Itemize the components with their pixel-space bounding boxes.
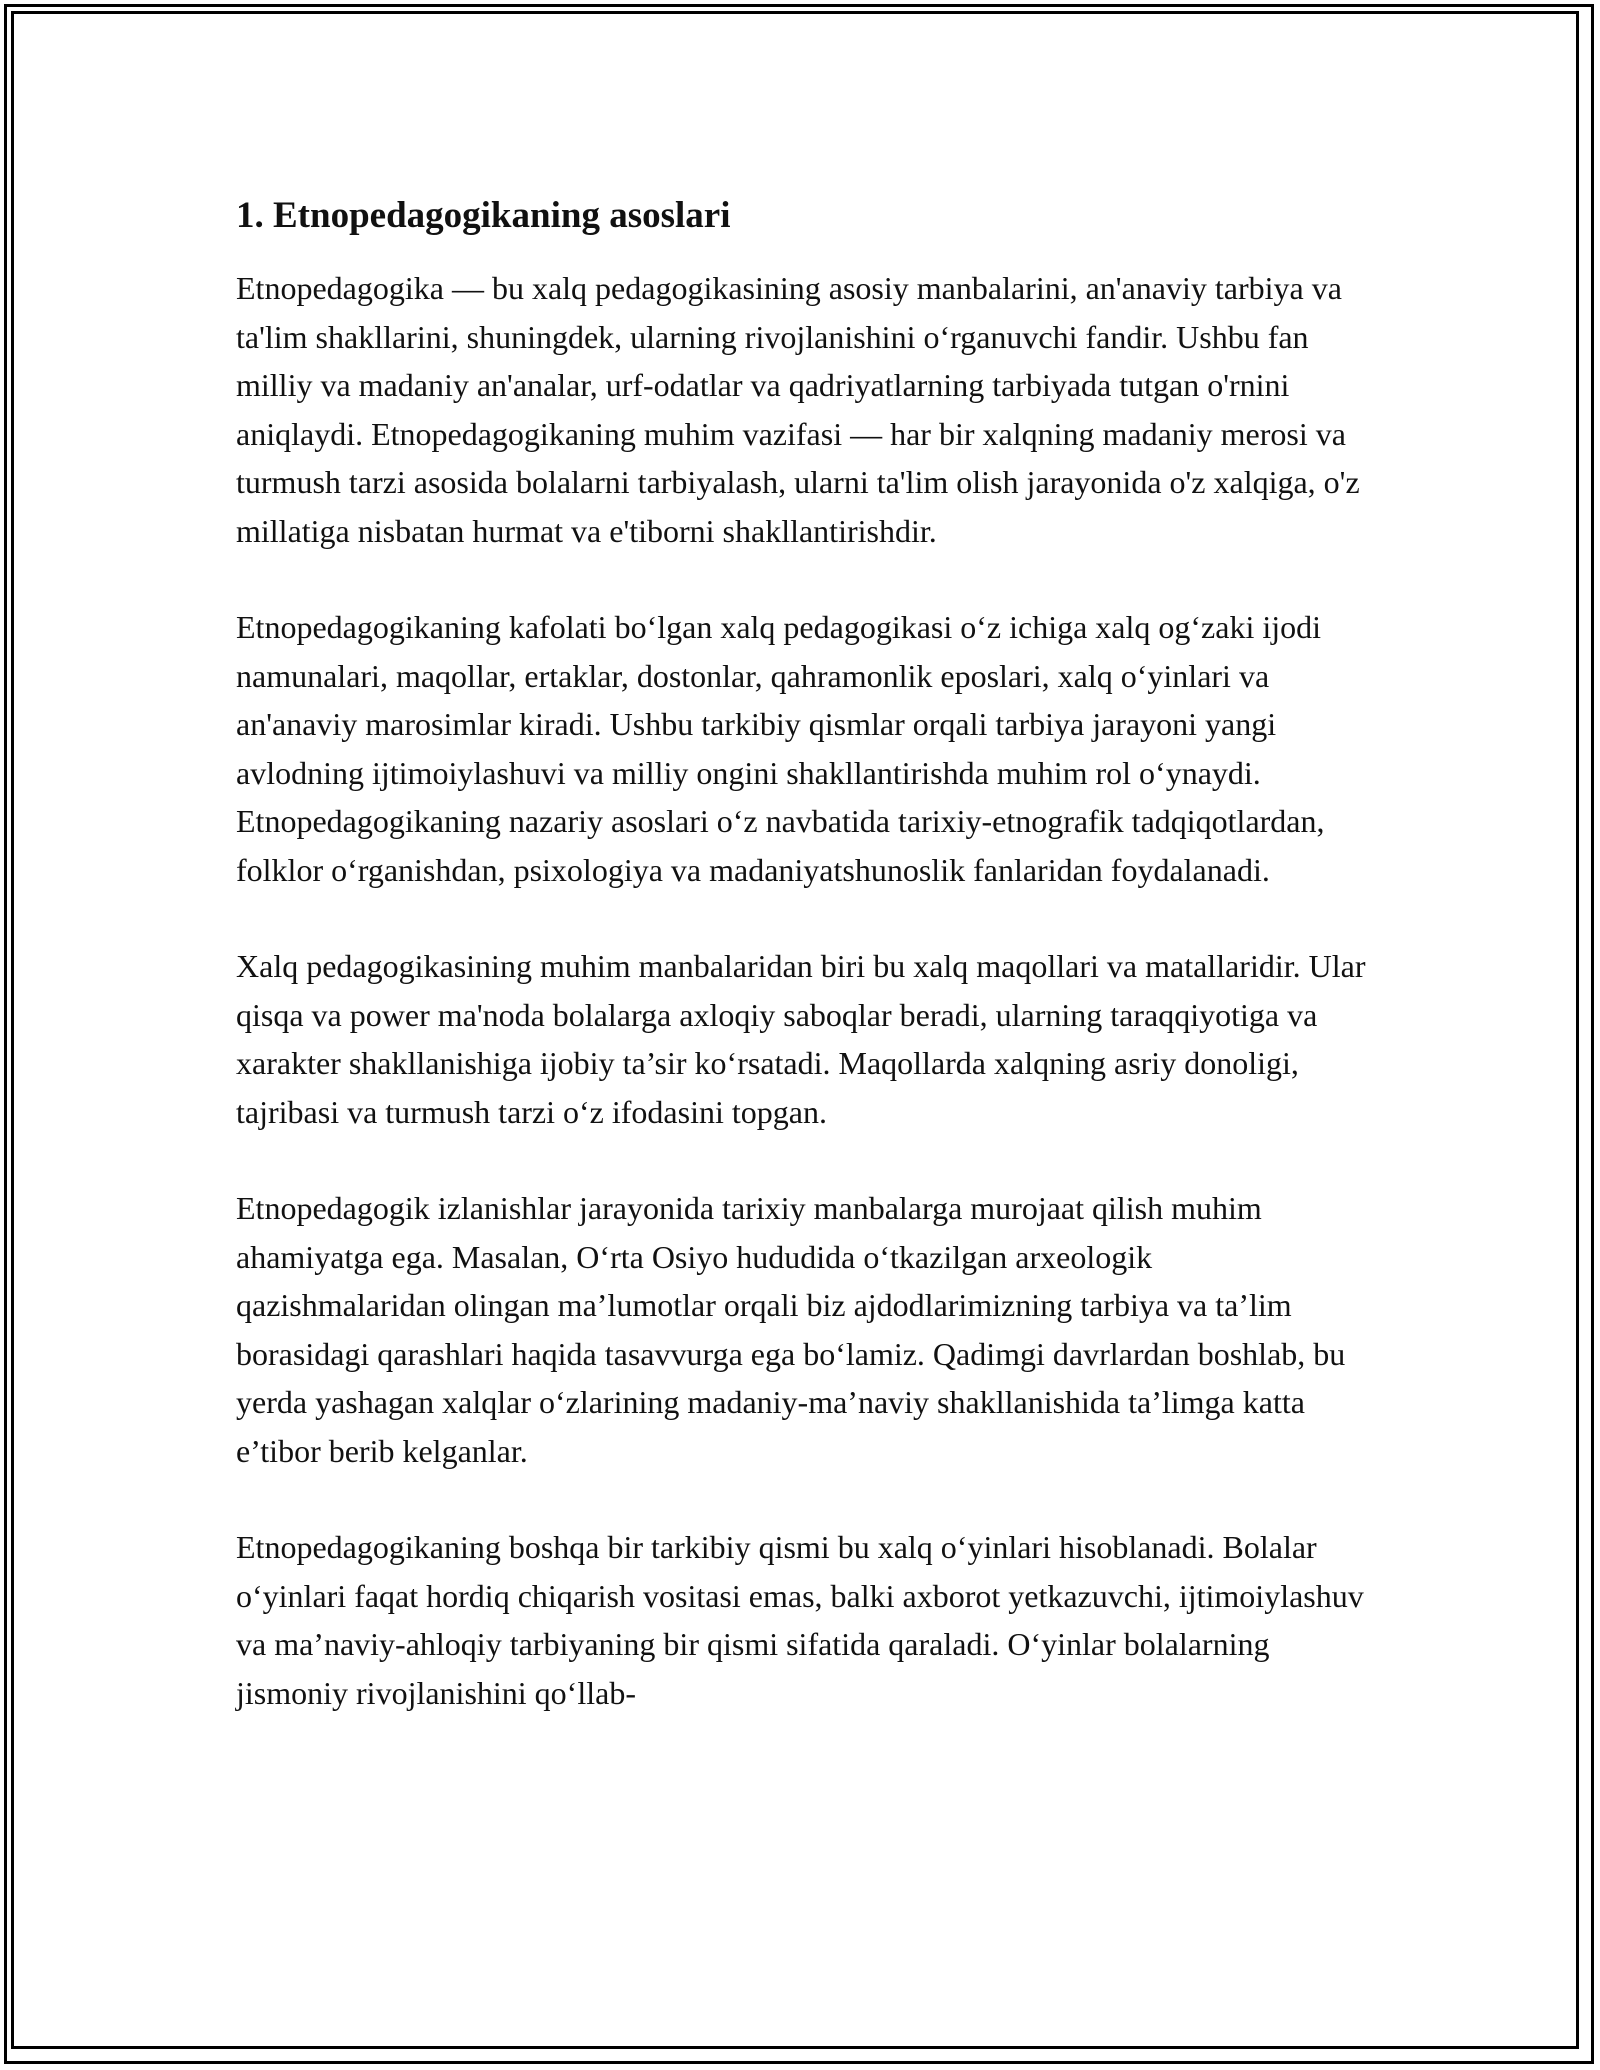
paragraph-4: Etnopedagogik izlanishlar jarayonida tarixiy manbalarga murojaat qilish muhim ahamiyatga ega. Masalan, O‘rta Osiyo hududida o‘tkazilgan arxeologik qazishmalaridan olingan ma’lumotlar orqali biz ajdodlarimizning tarbiya va ta’lim borasidagi qarashlari haqida tasavvurga ega bo‘lamiz. Qadimgi davrlardan boshlab, bu yerda yashagan xalqlar o‘zlarining madaniy-ma’naviy shakllanishida ta’limga katta e’tibor berib kelganlar. — [236, 1190, 1346, 1469]
document-body — [236, 188, 1366, 1765]
paragraph-2: Etnopedagogikaning kafolati bo‘lgan xalq pedagogikasi o‘z ichiga xalq og‘zaki ijodi namunalari, maqollar, ertaklar, dostonlar, qahramonlik eposlari, xalq o‘yinlari va an'anaviy marosimlar kiradi. Ushbu tarkibiy qismlar orqali tarbiya jarayoni yangi avlodning ijtimoiylashuvi va milliy ongini shakllantirishda muhim rol o‘ynaydi. Etnopedagogikaning nazariy asoslari o‘z navbatida tarixiy-etnografik tadqiqotlardan, folklor o‘rganishdan, psixologiya va madaniyatshunoslik fanlaridan foydalanadi. — [236, 609, 1325, 888]
section-heading: 1. Etnopedagogikaning asoslari — [236, 195, 731, 236]
paragraph-1: Etnopedagogika — bu xalq pedagogikasining asosiy manbalarini, an'anaviy tarbiya va ta'lim shakllarini, shuningdek, ularning rivojlanishini o‘rganuvchi fandir. Ushbu fan milliy va madaniy an'analar, urf-odatlar va qadriyatlarning tarbiyada tutgan o'rnini aniqlaydi. Etnopedagogikaning muhim vazifasi — har bir xalqning madaniy merosi va turmush tarzi asosida bolalarni tarbiyalash, ularni ta'lim olish jarayonida o'z xalqiga, o'z millatiga nisbatan hurmat va e'tiborni shakllantirishdir. — [236, 270, 1360, 549]
paragraph-5: Etnopedagogikaning boshqa bir tarkibiy qismi bu xalq o‘yinlari hisoblanadi. Bolalar o‘yinlari faqat hordiq chiqarish vositasi emas, balki axborot yetkazuvchi, ijtimoiylashuv va ma’naviy-ahloqiy tarbiyaning bir qismi sifatida qaraladi. O‘yinlar bolalarning jismoniy rivojlanishini qo‘llab- — [236, 1529, 1364, 1711]
paragraph-3: Xalq pedagogikasining muhim manbalaridan biri bu xalq maqollari va matallaridir. Ular qisqa va power ma'noda bolalarga axloqiy saboqlar beradi, ularning taraqqiyotiga va xarakter shakllanishiga ijobiy ta’sir ko‘rsatadi. Maqollarda xalqning asriy donoligi, tajribasi va turmush tarzi o‘z ifodasini topgan. — [236, 948, 1366, 1130]
